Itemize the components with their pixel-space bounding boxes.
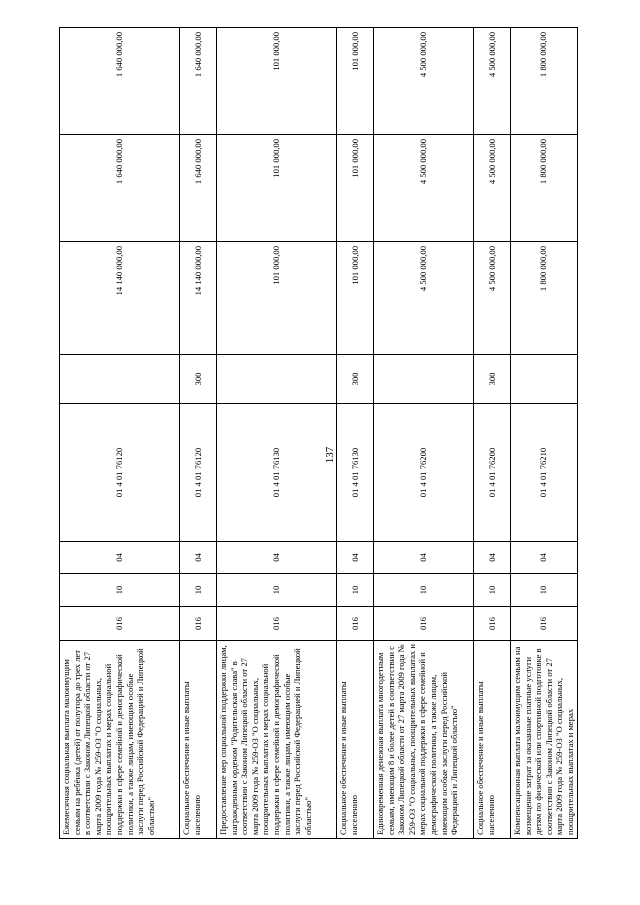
target-article: 01 4 01 76120 [180,404,217,542]
ministry-code: 016 [337,607,374,641]
ministry-code: 016 [511,607,578,641]
table-row [511,28,578,839]
amount-year-1: 4 500 000,00 [474,242,511,355]
expense-type [217,355,337,404]
amount-year-3: 1 800 000,00 [511,28,578,135]
amount-year-3: 4 500 000,00 [374,28,474,135]
amount-year-1: 1 800 000,00 [511,242,578,355]
row-name: Социальное обеспечение и иные выплаты населению [337,641,374,839]
table-row [474,28,511,839]
rotated-table-wrapper [59,28,573,839]
amount-year-2: 1 640 000,00 [180,135,217,242]
table-row [180,28,217,839]
target-article: 01 4 01 76130 [337,404,374,542]
row-name: Социальное обеспечение и иные выплаты населению [180,641,217,839]
section-code: 10 [60,574,180,607]
subsection-code: 04 [217,542,337,574]
amount-year-3: 4 500 000,00 [474,28,511,135]
subsection-code: 04 [60,542,180,574]
subsection-code: 04 [374,542,474,574]
amount-year-1: 4 500 000,00 [374,242,474,355]
row-name: Социальное обеспечение и иные выплаты населению [474,641,511,839]
expense-type [511,355,578,404]
ministry-code: 016 [217,607,337,641]
table-body [60,28,578,839]
amount-year-3: 1 640 000,00 [60,28,180,135]
amount-year-1: 101 000,00 [337,242,374,355]
row-name: Ежемесячная социальная выплата малоимущим семьям на ребёнка (детей) от полутора до трех лет в соответствии с Законом Липецкой области от 27 марта 2009 года № 259-ОЗ "О социальных, поощрительных выплатах и мерах социальной поддержки в сфере семейной и демографической политики, а также лицам, имеющим особые заслуги перед Российской Федерацией и Липецкой областью" [60,641,180,839]
section-code: 10 [180,574,217,607]
target-article: 01 4 01 76200 [474,404,511,542]
amount-year-1: 101 000,00 [217,242,337,355]
target-article: 01 4 01 76210 [511,404,578,542]
expense-type: 300 [337,355,374,404]
ministry-code: 016 [374,607,474,641]
section-code: 10 [511,574,578,607]
amount-year-3: 101 000,00 [337,28,374,135]
row-name: Предоставление мер социальной поддержки лицам, награжденным орденом "Родительская слава" в соответствии с Законом Липецкой области от 27 марта 2009 года № 259-ОЗ "О социальных, поощрительных выплатах и мерах социальной поддержки в сфере семейной и демографической политики, а также лицам, имеющим особые заслуги перед Российской Федерацией и Липецкой областью" [217,641,337,839]
amount-year-3: 101 000,00 [217,28,337,135]
row-name: Единовременная денежная выплата многодетным семьям, имеющим 8 и более детей в соответствии с Законом Липецкой области от 27 марта 2009 года № 259-ОЗ "О социальных, поощрительных выплатах и мерах социальной поддержки в сфере семейной и демографической политики, а также лицам, имеющим особые заслуги перед Российской Федерацией и Липецкой областью" [374,641,474,839]
amount-year-3: 1 640 000,00 [180,28,217,135]
table-row [217,28,337,839]
amount-year-2: 4 500 000,00 [374,135,474,242]
subsection-code: 04 [337,542,374,574]
expense-type [60,355,180,404]
ministry-code: 016 [180,607,217,641]
section-code: 10 [374,574,474,607]
amount-year-2: 1 800 000,00 [511,135,578,242]
target-article: 01 4 01 76200 [374,404,474,542]
table-row [337,28,374,839]
expense-type: 300 [474,355,511,404]
target-article: 01 4 01 76130 [217,404,337,542]
ministry-code: 016 [474,607,511,641]
amount-year-2: 101 000,00 [337,135,374,242]
amount-year-1: 14 140 000,00 [180,242,217,355]
subsection-code: 04 [180,542,217,574]
expense-type: 300 [180,355,217,404]
section-code: 10 [217,574,337,607]
section-code: 10 [337,574,374,607]
amount-year-2: 4 500 000,00 [474,135,511,242]
ministry-code: 016 [60,607,180,641]
amount-year-2: 1 640 000,00 [60,135,180,242]
budget-table-area [59,28,573,839]
expense-type [374,355,474,404]
amount-year-2: 101 000,00 [217,135,337,242]
budget-table [59,27,578,839]
row-name: Компенсационная выплата малоимущим семьям на возмещение затрат за оказанные платные услуги детям по физической или спортивной подготовке в соответствии с Законом Липецкой области от 27 марта 2009 года № 259-ОЗ "О социальных, поощрительных выплатах и мерах [511,641,578,839]
target-article: 01 4 01 76120 [60,404,180,542]
table-row [60,28,180,839]
page-number: 137 [324,446,336,464]
amount-year-1: 14 140 000,00 [60,242,180,355]
table-row [374,28,474,839]
section-code: 10 [474,574,511,607]
subsection-code: 04 [474,542,511,574]
subsection-code: 04 [511,542,578,574]
